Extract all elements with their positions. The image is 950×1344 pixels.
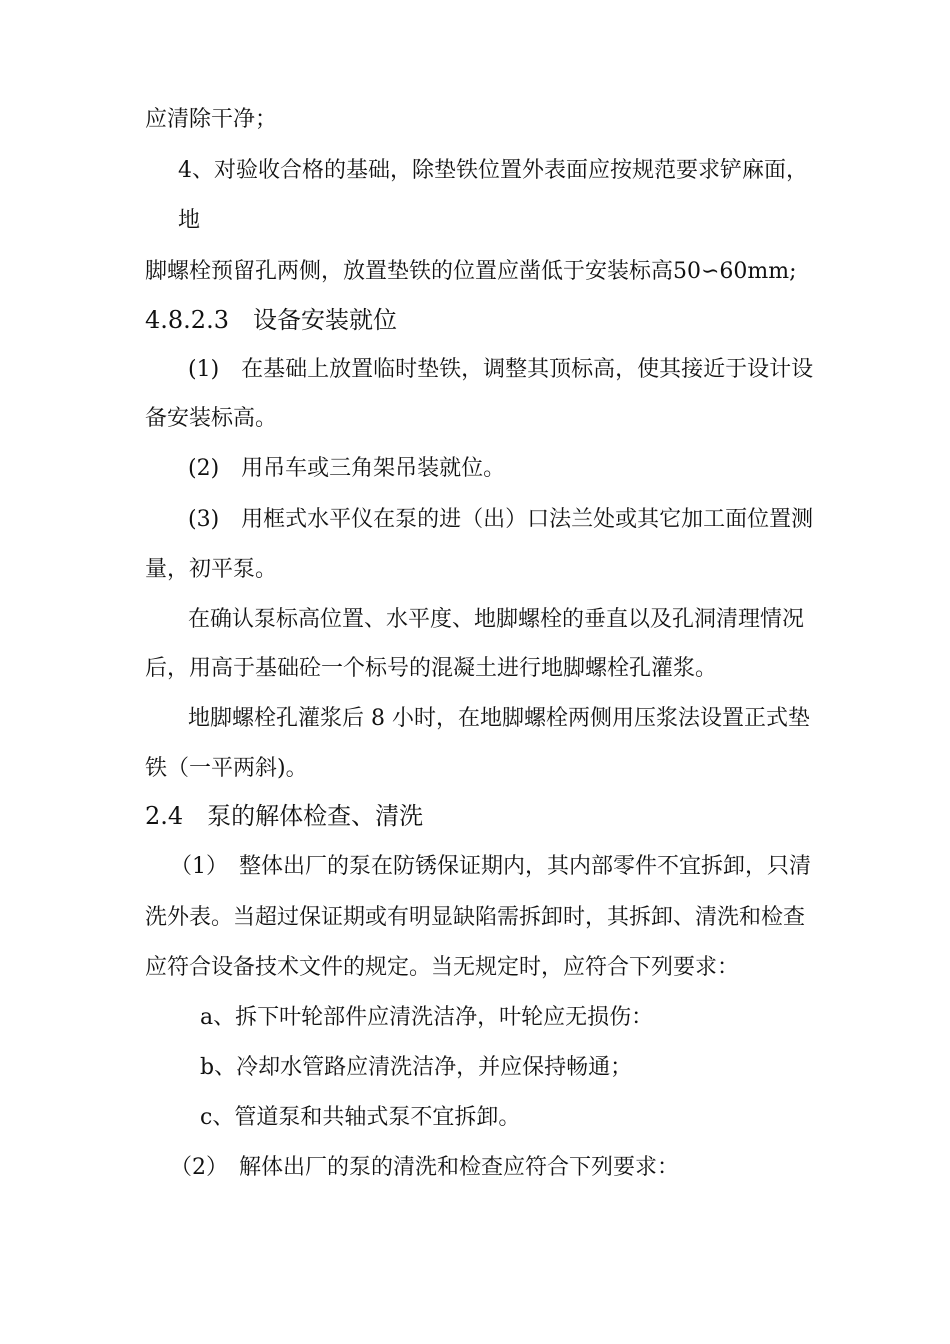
paragraph-line: 洗外表。当超过保证期或有明显缺陷需拆卸时，其拆卸、清洗和检查 bbox=[145, 905, 806, 930]
paragraph-line: (1) 在基础上放置临时垫铁，调整其顶标高，使其接近于设计设 bbox=[188, 357, 814, 382]
paragraph-line: 应符合设备技术文件的规定。当无规定时，应符合下列要求： bbox=[145, 955, 740, 980]
paragraph-line: （1） 整体出厂的泵在防锈保证期内，其内部零件不宜拆卸，只清 bbox=[170, 854, 811, 879]
paragraph-line: 地脚螺栓孔灌浆后 8 小时，在地脚螺栓两侧用压浆法设置正式垫 bbox=[188, 706, 810, 731]
paragraph-line: (3) 用框式水平仪在泵的进（出）口法兰处或其它加工面位置测 bbox=[188, 507, 814, 532]
list-item: a、拆下叶轮部件应清洗洁净，叶轮应无损伤： bbox=[200, 1005, 654, 1030]
paragraph-line: 4、对验收合格的基础，除垫铁位置外表面应按规范要求铲麻面， bbox=[178, 158, 808, 183]
paragraph-line: 地 bbox=[178, 208, 201, 233]
paragraph-line: （2） 解体出厂的泵的清洗和检查应符合下列要求： bbox=[170, 1155, 679, 1180]
section-heading: 2.4 泵的解体检查、清洗 bbox=[145, 802, 424, 830]
paragraph-line: 备安装标高。 bbox=[145, 406, 278, 431]
paragraph-line: 铁（一平两斜)。 bbox=[145, 756, 308, 781]
paragraph-line: 在确认泵标高位置、水平度、地脚螺栓的垂直以及孔洞清理情况 bbox=[188, 607, 805, 632]
list-item: b、冷却水管路应清洗洁净，并应保持畅通； bbox=[200, 1055, 633, 1080]
paragraph-line: 后，用高于基础砼一个标号的混凝土进行地脚螺栓孔灌浆。 bbox=[145, 656, 718, 681]
paragraph-line: (2) 用吊车或三角架吊装就位。 bbox=[188, 456, 506, 481]
paragraph-line: 量，初平泵。 bbox=[145, 557, 278, 582]
section-heading: 4.8.2.3 设备安装就位 bbox=[145, 306, 397, 334]
paragraph-line: 脚螺栓预留孔两侧，放置垫铁的位置应凿低于安装标高50∽60mm; bbox=[145, 259, 797, 284]
paragraph-line: 应清除干净； bbox=[145, 107, 278, 132]
list-item: c、管道泵和共轴式泵不宜拆卸。 bbox=[200, 1105, 521, 1130]
